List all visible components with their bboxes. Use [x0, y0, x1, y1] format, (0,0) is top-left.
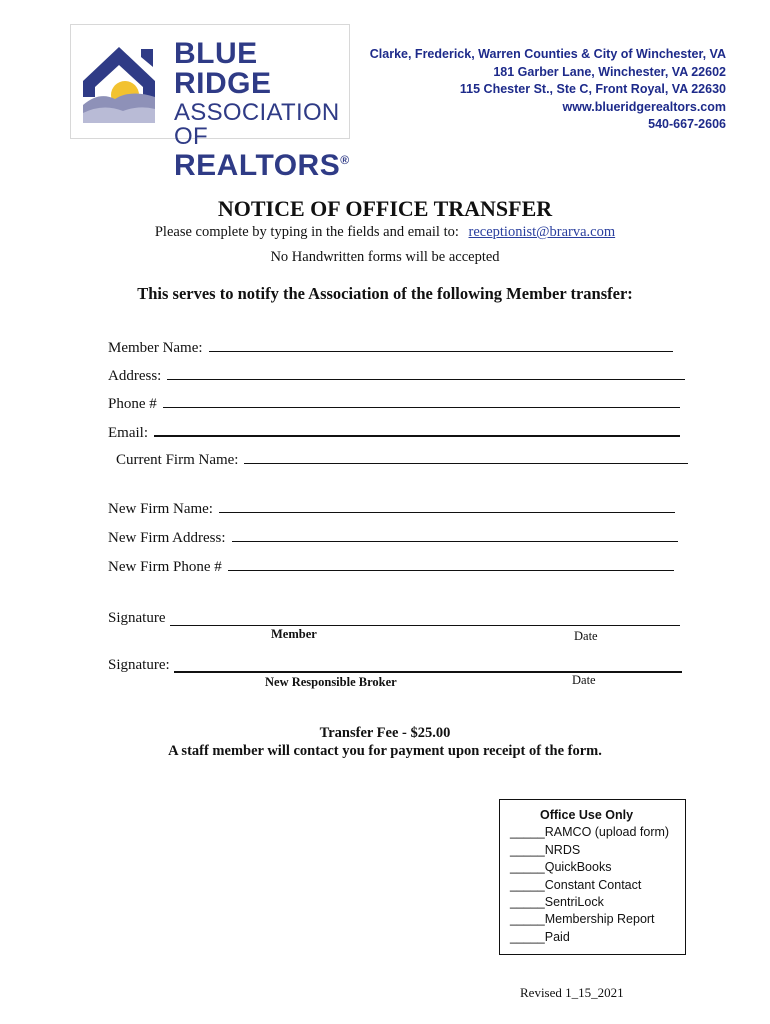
new-firm-name-label: New Firm Name: — [108, 501, 213, 517]
new-firm-address-label: New Firm Address: — [108, 530, 226, 546]
office-item-sentrilock: _____SentriLock — [510, 895, 604, 910]
member-name-field — [108, 337, 673, 357]
phone-label: Phone # — [108, 396, 157, 412]
office-item-membership-report: _____Membership Report — [510, 912, 655, 927]
new-firm-address-field — [108, 527, 678, 547]
address-field — [108, 365, 685, 385]
office-use-title: Office Use Only — [540, 808, 634, 822]
office-use-box — [499, 799, 686, 955]
revision-date: Revised 1_15_2021 — [520, 985, 624, 1000]
contact-counties: Clarke, Frederick, Warren Counties & City of Winchester, VA — [369, 47, 726, 61]
office-item-nrds: _____NRDS — [510, 842, 581, 857]
instructions — [0, 224, 770, 241]
new-firm-name-input[interactable] — [219, 498, 675, 513]
email-label: Email: — [108, 425, 148, 441]
logo-title: BLUE RIDGE — [174, 37, 272, 100]
broker-caption: New Responsible Broker — [265, 675, 397, 689]
broker-signature-label: Signature: — [108, 657, 170, 673]
new-firm-phone-label: New Firm Phone # — [108, 559, 222, 575]
office-item-paid: _____Paid — [510, 929, 570, 944]
office-item-quickbooks: _____QuickBooks — [510, 860, 612, 875]
logo-subtitle: ASSOCIATION OF — [174, 99, 340, 150]
instructions-text: Please complete by typing in the fields and email to: — [154, 224, 459, 240]
new-firm-name-field — [108, 498, 675, 518]
address-label: Address: — [108, 368, 162, 384]
transfer-fee — [0, 724, 770, 760]
member-signature-line[interactable] — [170, 624, 680, 626]
contact-website: www.blueridgerealtors.com — [562, 99, 726, 114]
logo — [70, 24, 350, 182]
fee-note: A staff member will contact you for payment upon receipt of the form. — [168, 743, 602, 759]
handwritten-note: No Handwritten forms will be accepted — [270, 249, 500, 265]
broker-date-caption: Date — [572, 673, 596, 687]
phone-input[interactable] — [163, 393, 680, 408]
member-name-label: Member Name: — [108, 340, 203, 356]
email-field — [108, 421, 680, 442]
contact-phone: 540-667-2606 — [648, 117, 726, 131]
member-signature-label: Signature — [108, 610, 166, 626]
new-firm-phone-field — [108, 556, 674, 576]
phone-field — [108, 393, 680, 413]
member-caption: Member — [271, 627, 317, 641]
new-firm-address-input[interactable] — [232, 527, 678, 542]
address-input[interactable] — [167, 365, 685, 380]
member-name-input[interactable] — [209, 337, 673, 352]
office-item-constant-contact: _____Constant Contact — [510, 877, 642, 892]
contact-address-2: 115 Chester St., Ste C, Front Royal, VA 22630 — [459, 82, 726, 96]
email-input[interactable] — [154, 421, 680, 437]
contact-address-1: 181 Garber Lane, Winchester, VA 22602 — [493, 64, 726, 79]
email-link[interactable]: receptionist@brarva.com — [468, 224, 616, 240]
broker-signature-line[interactable] — [174, 670, 682, 673]
logo-realtors-text: REALTORS — [174, 149, 341, 182]
current-firm-label: Current Firm Name: — [116, 452, 239, 468]
house-mountain-icon — [79, 37, 171, 129]
office-item-ramco: _____RAMCO (upload form) — [510, 825, 670, 840]
member-date-caption: Date — [574, 629, 598, 643]
current-firm-field — [116, 449, 688, 469]
page-title: NOTICE OF OFFICE TRANSFER — [217, 196, 553, 221]
new-firm-phone-input[interactable] — [228, 556, 674, 571]
logo-realtors — [174, 151, 350, 181]
notify-heading: This serves to notify the Association of the following Member transfer: — [137, 284, 633, 303]
fee-amount: Transfer Fee - $25.00 — [319, 725, 451, 741]
registered-mark: ® — [340, 153, 350, 167]
contact-info — [370, 46, 726, 134]
current-firm-input[interactable] — [244, 449, 688, 464]
